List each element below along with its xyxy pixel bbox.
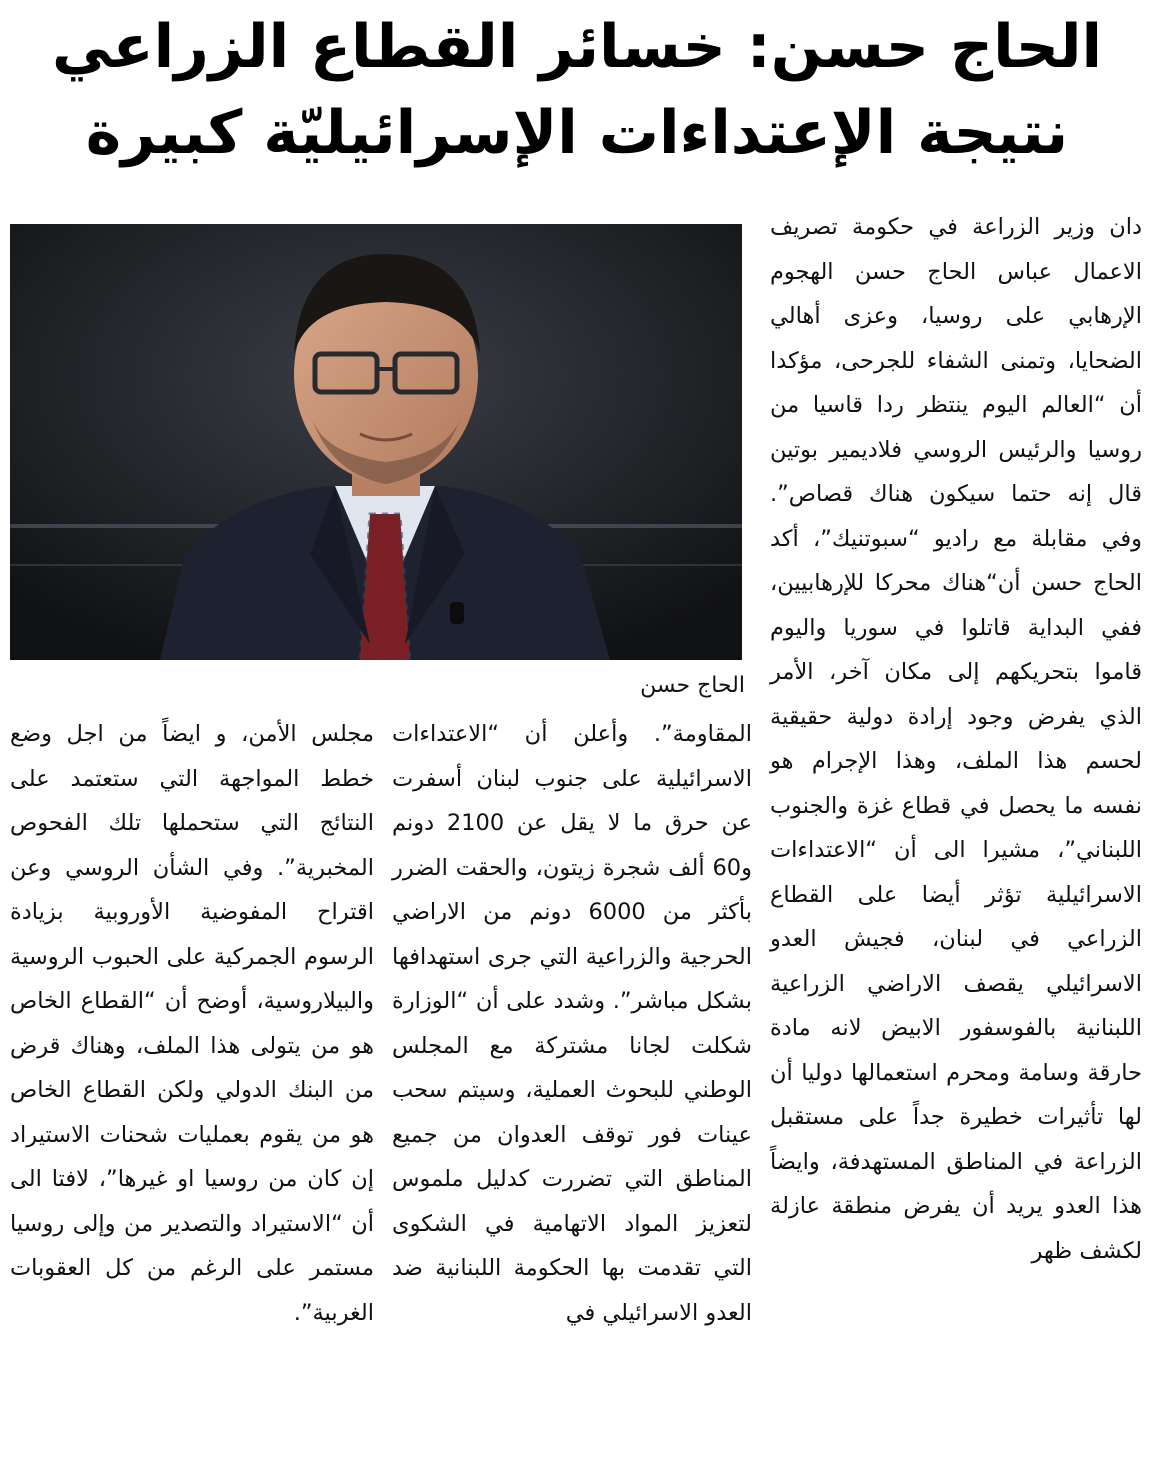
article-text-middle: المقاومة”. وأعلن أن “الاعتداءات الاسرائيلية على جنوب لبنان أسفرت عن حرق ما لا يقل عن 2100 دونم و60 ألف شجرة زيتون، والحقت الضرر بأكثر من 6000 دونم من الاراضي الحرجية والزراعية التي جرى استهدافها بشكل مباشر”. وشدد على أن “الوزارة شكلت لجانا مشتركة مع المجلس الوطني للبحوث العملية، وسيتم سحب عينات فور توقف العدوان من جميع المناطق التي تضررت كدليل ملموس لتعزيز المواد الاتهامية في الشكوى التي تقدمت بها الحكومة اللبنانية ضد العدو الاسرائيلي في <box>392 721 752 1326</box>
photo-caption: الحاج حسن <box>640 673 745 698</box>
headline-line-1: الحاج حسن: خسائر القطاع الزراعي <box>51 12 1103 82</box>
article-column-left <box>10 712 374 1453</box>
article-text-right: دان وزير الزراعة في حكومة تصريف الاعمال عباس الحاج حسن الهجوم الإرهابي على روسيا، وعزى أهالي الضحايا، وتمنى الشفاء للجرحى، مؤكدا أن “العالم اليوم ينتظر ردا قاسيا من روسيا والرئيس الروسي فلاديمير بوتين قال إنه حتما سيكون هناك قصاص”. وفي مقابلة مع راديو “سبوتنيك”، أكد الحاج حسن أن“هناك محركا للإرهابيين، ففي البداية قاتلوا في سوريا واليوم قاموا بتحريكهم إلى مكان آخر، الأمر الذي يفرض وجود إرادة دولية حقيقية لحسم هذا الملف، وهذا الإجرام هو نفسه ما يحصل في قطاع غزة والجنوب اللبناني”، مشيرا الى أن “الاعتداءات الاسرائيلية تؤثر أيضا على القطاع الزراعي في لبنان، فجيش العدو الاسرائيلي يقصف الاراضي الزراعية اللبنانية بالفوسفور الابيض لانه مادة حارقة وسامة ومحرم استعمالها دوليا أن لها تأثيرات خطيرة جداً على مستقبل الزراعة في المناطق المستهدفة، وايضاً هذا العدو يريد أن يفرض منطقة عازلة لكشف ظهر <box>770 214 1142 1264</box>
article-column-right <box>770 205 1142 1453</box>
article-text-left: مجلس الأمن، و ايضاً من اجل وضع خطط المواجهة التي ستعتمد على النتائج التي ستحملها تلك الفحوص المخبرية”. وفي الشأن الروسي وعن اقتراح المفوضية الأوروبية بزيادة الرسوم الجمركية على الحبوب الروسية والبيلاروسية، أوضح أن “القطاع الخاص هو من يتولى هذا الملف، وهناك قرض من البنك الدولي ولكن القطاع الخاص هو من يقوم بعمليات شحنات الاستيراد إن كان من روسيا او غيرها”، لافتا الى أن “الاستيراد والتصدير من وإلى روسيا مستمر على الرغم من كل العقوبات الغربية”. <box>10 721 374 1326</box>
headline <box>20 4 1134 189</box>
photo-illustration <box>10 224 742 660</box>
minister-photo <box>10 224 742 660</box>
headline-line-2: نتيجة الإعتداءات الإسرائيليّة كبيرة <box>85 98 1069 168</box>
article-column-middle <box>392 712 752 1453</box>
